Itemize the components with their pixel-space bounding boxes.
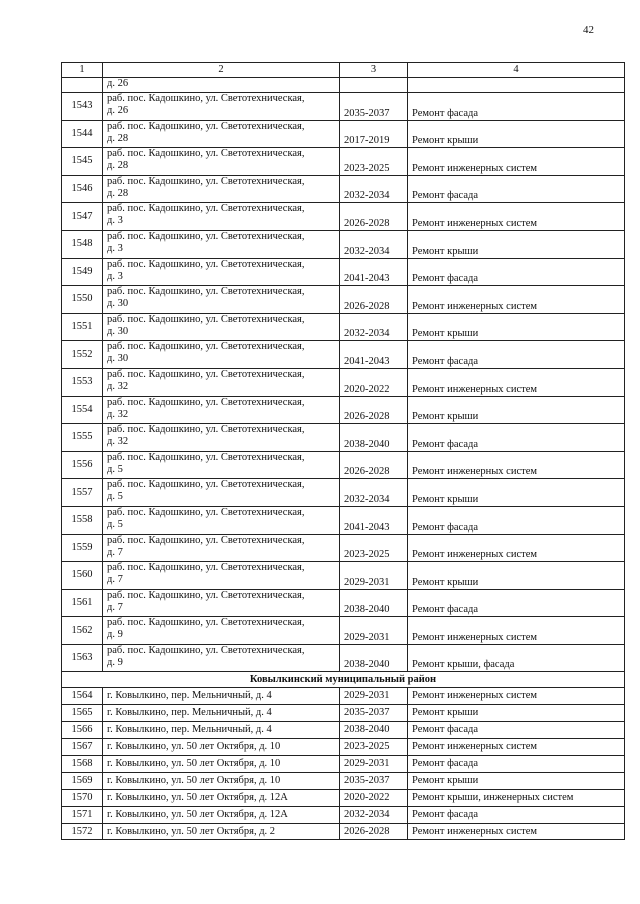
- column-header-1: 1: [62, 63, 103, 78]
- row-period: 2032-2034: [340, 479, 408, 507]
- row-address: [103, 617, 340, 645]
- table-row: [62, 396, 625, 424]
- table-row: [62, 424, 625, 452]
- row-address-line-2: д. 32: [107, 380, 129, 392]
- table-row: [62, 534, 625, 562]
- row-work-type: Ремонт крыши: [408, 230, 625, 258]
- table-row: [62, 230, 625, 258]
- row-address-line-2: д. 30: [107, 325, 129, 337]
- row-address: [103, 313, 340, 341]
- table-row: [62, 617, 625, 645]
- section-title: Ковылкинский муниципальный район: [62, 672, 625, 688]
- row-work-type: Ремонт инженерных систем: [408, 617, 625, 645]
- row-period: 2041-2043: [340, 506, 408, 534]
- row-address-line-1: раб. пос. Кадошкино, ул. Светотехническая,: [107, 396, 305, 408]
- row-address-line-1: раб. пос. Кадошкино, ул. Светотехническая,: [107, 313, 305, 325]
- row-number: 1562: [62, 617, 103, 645]
- row-address-line-2: д. 7: [107, 601, 123, 613]
- row-address: [103, 120, 340, 148]
- row-number: 1563: [62, 644, 103, 672]
- row-period: 2017-2019: [340, 120, 408, 148]
- table-row: [62, 823, 625, 840]
- row-period: 2026-2028: [340, 396, 408, 424]
- row-address: г. Ковылкино, ул. 50 лет Октября, д. 10: [103, 756, 340, 773]
- row-work-type: Ремонт фасада: [408, 806, 625, 823]
- row-period: 2038-2040: [340, 589, 408, 617]
- row-number: 1550: [62, 286, 103, 314]
- row-work-type: Ремонт крыши, инженерных систем: [408, 789, 625, 806]
- row-work-type: Ремонт инженерных систем: [408, 203, 625, 231]
- row-number: 1568: [62, 756, 103, 773]
- row-address-line-1: раб. пос. Кадошкино, ул. Светотехническая,: [107, 617, 305, 629]
- row-number: 1565: [62, 705, 103, 722]
- table-body: [62, 78, 625, 840]
- row-work-type: Ремонт крыши: [408, 396, 625, 424]
- row-period: 2023-2025: [340, 148, 408, 176]
- row-work-type: [408, 78, 625, 93]
- row-address-line-1: раб. пос. Кадошкино, ул. Светотехническая,: [107, 258, 305, 270]
- row-number: 1558: [62, 506, 103, 534]
- row-period: 2032-2034: [340, 175, 408, 203]
- row-work-type: Ремонт инженерных систем: [408, 148, 625, 176]
- row-number: 1557: [62, 479, 103, 507]
- row-address: г. Ковылкино, ул. 50 лет Октября, д. 12А: [103, 789, 340, 806]
- table-row: [62, 203, 625, 231]
- row-number: 1560: [62, 562, 103, 590]
- row-work-type: Ремонт крыши: [408, 120, 625, 148]
- table-row: [62, 772, 625, 789]
- row-period: 2038-2040: [340, 722, 408, 739]
- row-address: [103, 589, 340, 617]
- row-number: 1551: [62, 313, 103, 341]
- table-row: [62, 756, 625, 773]
- row-address-line-2: д. 32: [107, 436, 129, 448]
- row-work-type: Ремонт крыши: [408, 705, 625, 722]
- row-work-type: Ремонт фасада: [408, 589, 625, 617]
- row-address: [103, 203, 340, 231]
- row-work-type: Ремонт фасада: [408, 506, 625, 534]
- row-address-line-2: д. 26: [107, 105, 129, 116]
- row-address-line-2: д. 3: [107, 215, 123, 227]
- row-work-type: Ремонт инженерных систем: [408, 368, 625, 396]
- row-number: 1545: [62, 148, 103, 176]
- row-period: 2026-2028: [340, 823, 408, 840]
- row-period: 2023-2025: [340, 739, 408, 756]
- row-work-type: Ремонт инженерных систем: [408, 451, 625, 479]
- row-address-line-1: раб. пос. Кадошкино, ул. Светотехническая,: [107, 286, 305, 298]
- row-work-type: Ремонт инженерных систем: [408, 688, 625, 705]
- row-number: 1566: [62, 722, 103, 739]
- table-row: [62, 120, 625, 148]
- row-period: 2023-2025: [340, 534, 408, 562]
- row-address-line-1: раб. пос. Кадошкино, ул. Светотехническая,: [107, 424, 305, 436]
- row-address: г. Ковылкино, пер. Мельничный, д. 4: [103, 705, 340, 722]
- row-period: 2029-2031: [340, 562, 408, 590]
- row-address-line-2: д. 28: [107, 187, 129, 199]
- table-row: [62, 739, 625, 756]
- row-number: 1556: [62, 451, 103, 479]
- row-address: [103, 424, 340, 452]
- row-work-type: Ремонт крыши: [408, 772, 625, 789]
- table-row: [62, 479, 625, 507]
- row-work-type: Ремонт крыши: [408, 479, 625, 507]
- row-number: 1554: [62, 396, 103, 424]
- row-work-type: Ремонт крыши, фасада: [408, 644, 625, 672]
- row-address-line-2: д. 5: [107, 463, 123, 475]
- row-address: [103, 368, 340, 396]
- row-address-line-2: д. 9: [107, 629, 123, 641]
- row-period: 2038-2040: [340, 424, 408, 452]
- row-address: [103, 396, 340, 424]
- row-number: 1561: [62, 589, 103, 617]
- row-address-line-2: д. 30: [107, 298, 129, 310]
- table-row: [62, 341, 625, 369]
- column-header-2: 2: [103, 63, 340, 78]
- row-address: [103, 93, 340, 121]
- row-period: 2032-2034: [340, 806, 408, 823]
- row-work-type: Ремонт фасада: [408, 258, 625, 286]
- row-number: 1547: [62, 203, 103, 231]
- row-address-line-1: раб. пос. Кадошкино, ул. Светотехническая,: [107, 368, 305, 380]
- capital-repair-table: [61, 62, 625, 840]
- row-address-line-1: раб. пос. Кадошкино, ул. Светотехническая,: [107, 203, 305, 215]
- row-address-line-2: д. 7: [107, 546, 123, 558]
- table-row: [62, 368, 625, 396]
- row-address-line-2: д. 9: [107, 656, 123, 668]
- row-period: 2035-2037: [340, 705, 408, 722]
- row-address-line-2: д. 28: [107, 132, 129, 144]
- row-number: 1571: [62, 806, 103, 823]
- row-address: [103, 341, 340, 369]
- row-address-line-1: раб. пос. Кадошкино, ул. Светотехническая,: [107, 175, 305, 187]
- row-address-line-2: д. 3: [107, 242, 123, 254]
- table-row: [62, 644, 625, 672]
- row-number: 1555: [62, 424, 103, 452]
- row-address: г. Ковылкино, пер. Мельничный, д. 4: [103, 722, 340, 739]
- row-period: 2035-2037: [340, 93, 408, 121]
- table-row: [62, 562, 625, 590]
- row-address: [103, 562, 340, 590]
- row-number: 1552: [62, 341, 103, 369]
- row-period: 2029-2031: [340, 688, 408, 705]
- row-period: 2026-2028: [340, 203, 408, 231]
- row-address: г. Ковылкино, ул. 50 лет Октября, д. 10: [103, 772, 340, 789]
- table-row: [62, 789, 625, 806]
- row-work-type: Ремонт фасада: [408, 93, 625, 121]
- row-address-line-2: д. 5: [107, 518, 123, 530]
- row-address-line-1: раб. пос. Кадошкино, ул. Светотехническая,: [107, 562, 305, 574]
- row-address-line-2: д. 7: [107, 574, 123, 586]
- row-address-line-2: д. 30: [107, 353, 129, 365]
- row-number: 1553: [62, 368, 103, 396]
- row-period: 2026-2028: [340, 286, 408, 314]
- row-address: [103, 644, 340, 672]
- row-number: 1559: [62, 534, 103, 562]
- row-period: 2029-2031: [340, 617, 408, 645]
- row-address-line-1: раб. пос. Кадошкино, ул. Светотехническая,: [107, 120, 305, 132]
- row-period: [340, 78, 408, 93]
- table-row: [62, 506, 625, 534]
- table-row: [62, 722, 625, 739]
- column-header-3: 3: [340, 63, 408, 78]
- row-address: д. 26: [103, 78, 340, 93]
- row-address: [103, 534, 340, 562]
- row-address-line-1: раб. пос. Кадошкино, ул. Светотехническая,: [107, 589, 305, 601]
- row-period: 2020-2022: [340, 368, 408, 396]
- row-address: [103, 451, 340, 479]
- table-row: [62, 313, 625, 341]
- row-address-line-1: раб. пос. Кадошкино, ул. Светотехническая,: [107, 148, 305, 160]
- row-address: [103, 506, 340, 534]
- row-address: [103, 148, 340, 176]
- row-work-type: Ремонт инженерных систем: [408, 286, 625, 314]
- table-row: [62, 258, 625, 286]
- row-work-type: Ремонт инженерных систем: [408, 534, 625, 562]
- table-row: [62, 286, 625, 314]
- column-number-row: [62, 63, 625, 78]
- row-address: г. Ковылкино, ул. 50 лет Октября, д. 10: [103, 739, 340, 756]
- section-header-row: [62, 672, 625, 688]
- row-period: 2032-2034: [340, 230, 408, 258]
- row-period: 2020-2022: [340, 789, 408, 806]
- row-address-line-1: раб. пос. Кадошкино, ул. Светотехническая,: [107, 451, 305, 463]
- row-address-line-1: раб. пос. Кадошкино, ул. Светотехническая,: [107, 93, 305, 104]
- row-number: 1564: [62, 688, 103, 705]
- row-address: [103, 258, 340, 286]
- row-address-line-2: д. 5: [107, 491, 123, 503]
- row-address-line-1: раб. пос. Кадошкино, ул. Светотехническая,: [107, 534, 305, 546]
- row-address-line-1: раб. пос. Кадошкино, ул. Светотехническая,: [107, 644, 305, 656]
- row-address-line-2: д. 3: [107, 270, 123, 282]
- row-address: г. Ковылкино, пер. Мельничный, д. 4: [103, 688, 340, 705]
- row-period: 2038-2040: [340, 644, 408, 672]
- page-number: 42: [583, 24, 594, 36]
- table-row: [62, 806, 625, 823]
- row-address-line-1: раб. пос. Кадошкино, ул. Светотехническая,: [107, 341, 305, 353]
- row-number: 1546: [62, 175, 103, 203]
- row-address-line-1: раб. пос. Кадошкино, ул. Светотехническая,: [107, 506, 305, 518]
- row-period: 2026-2028: [340, 451, 408, 479]
- table-row: [62, 93, 625, 121]
- row-number: 1543: [62, 93, 103, 121]
- row-number: 1548: [62, 230, 103, 258]
- row-number: 1569: [62, 772, 103, 789]
- table-row: [62, 148, 625, 176]
- row-address-line-1: раб. пос. Кадошкино, ул. Светотехническая,: [107, 230, 305, 242]
- row-period: 2041-2043: [340, 258, 408, 286]
- row-address: [103, 479, 340, 507]
- row-period: 2032-2034: [340, 313, 408, 341]
- row-number: 1544: [62, 120, 103, 148]
- row-period: 2035-2037: [340, 772, 408, 789]
- table-row: [62, 589, 625, 617]
- row-address-line-2: д. 28: [107, 160, 129, 172]
- continuation-row: [62, 78, 625, 93]
- row-number: 1572: [62, 823, 103, 840]
- row-period: 2041-2043: [340, 341, 408, 369]
- row-work-type: Ремонт инженерных систем: [408, 739, 625, 756]
- row-period: 2029-2031: [340, 756, 408, 773]
- row-number: 1567: [62, 739, 103, 756]
- column-header-4: 4: [408, 63, 625, 78]
- row-address: г. Ковылкино, ул. 50 лет Октября, д. 2: [103, 823, 340, 840]
- table-row: [62, 688, 625, 705]
- row-work-type: Ремонт фасада: [408, 722, 625, 739]
- row-number: 1549: [62, 258, 103, 286]
- row-address-line-2: д. 32: [107, 408, 129, 420]
- row-number: [62, 78, 103, 93]
- row-work-type: Ремонт фасада: [408, 424, 625, 452]
- row-address: [103, 286, 340, 314]
- row-address-line-1: раб. пос. Кадошкино, ул. Светотехническая,: [107, 479, 305, 491]
- row-work-type: Ремонт фасада: [408, 756, 625, 773]
- table-row: [62, 451, 625, 479]
- table-row: [62, 175, 625, 203]
- row-work-type: Ремонт крыши: [408, 562, 625, 590]
- row-address: [103, 175, 340, 203]
- row-work-type: Ремонт фасада: [408, 175, 625, 203]
- table-row: [62, 705, 625, 722]
- row-address: [103, 230, 340, 258]
- row-work-type: Ремонт крыши: [408, 313, 625, 341]
- row-work-type: Ремонт инженерных систем: [408, 823, 625, 840]
- row-address: г. Ковылкино, ул. 50 лет Октября, д. 12А: [103, 806, 340, 823]
- row-work-type: Ремонт фасада: [408, 341, 625, 369]
- row-number: 1570: [62, 789, 103, 806]
